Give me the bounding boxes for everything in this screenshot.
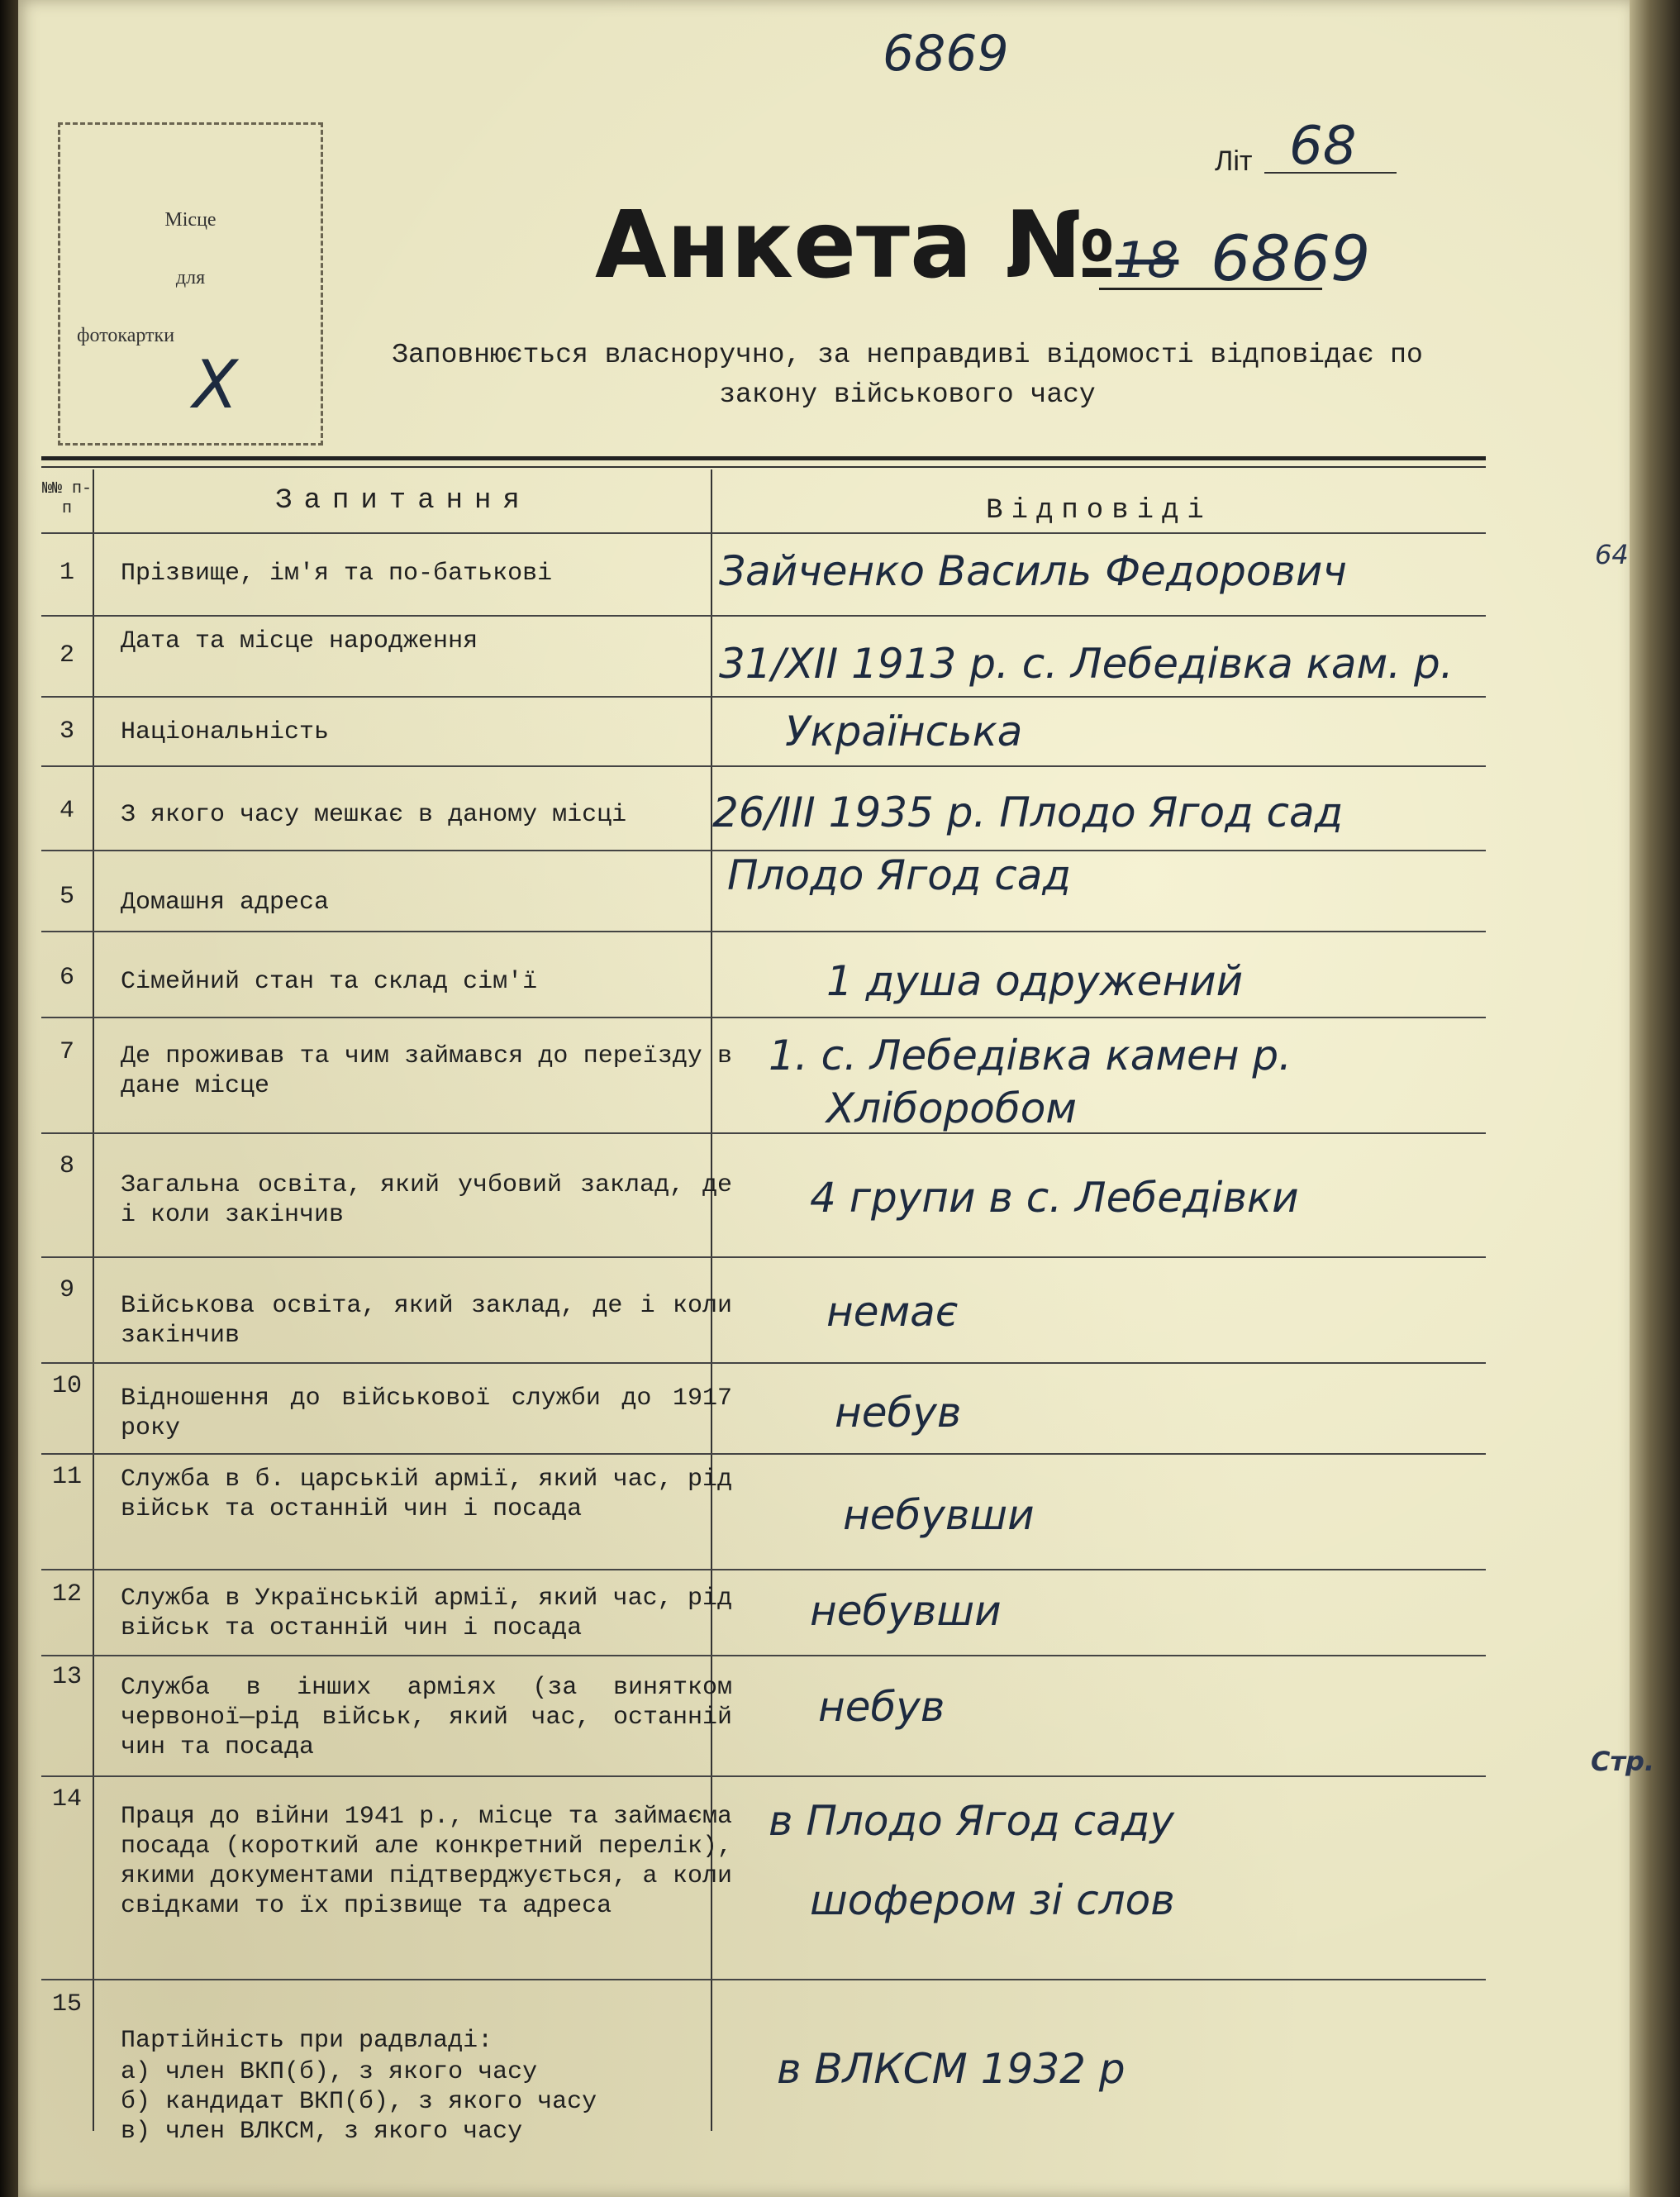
row-number: 10	[51, 1372, 82, 1400]
table-row	[41, 1569, 1486, 1656]
margin-note-bottom: Стр.	[1591, 1746, 1655, 1777]
row-answer: небув	[818, 1683, 945, 1731]
row-question: Загальна освіта, який учбовий заклад, де і коли закінчив	[121, 1171, 732, 1229]
row-answer: 1 душа одружений	[826, 957, 1244, 1005]
margin-note-top: 64	[1595, 539, 1629, 570]
row-answer: 4 групи в с. Лебедівки	[810, 1174, 1299, 1222]
row-question-line3: б) кандидат ВКП(б), з якого часу	[121, 2088, 597, 2116]
row-answer: Плодо Ягод сад	[727, 851, 1071, 899]
row-answer: в ВЛКСМ 1932 р	[777, 2045, 1126, 2093]
table-row	[41, 1256, 1486, 1364]
table-row	[41, 615, 1486, 698]
photo-label-line2: для	[175, 267, 206, 288]
row-number: 7	[59, 1038, 74, 1066]
table-row	[41, 696, 1486, 767]
table-row	[41, 1979, 1486, 2187]
row-number: 11	[51, 1463, 82, 1491]
row-answer: 26/III 1935 р. Плодо Ягод сад	[712, 789, 1344, 836]
row-answer-line2: шофером зі слов	[810, 1876, 1175, 1924]
table-row	[41, 931, 1486, 1018]
row-question: Прізвище, ім'я та по-батькові	[121, 560, 553, 588]
photo-label-line1: Місце	[164, 209, 217, 231]
row-question: Служба в інших арміях (за винятком червоної—рід військ, який час, останній чин та посада	[121, 1674, 732, 1761]
table-top-rule	[41, 456, 1486, 460]
page-edge	[1630, 0, 1680, 2197]
header-answer: Відповіді	[986, 495, 1212, 527]
row-question: Служба в б. царській армії, який час, рід військ та останній чин і посада	[121, 1465, 732, 1523]
row-answer-line2: Хліборобом	[826, 1084, 1078, 1132]
row-question: Де проживав та чим займався до переїзду в дане місце	[121, 1042, 732, 1100]
row-number: 4	[59, 797, 74, 825]
lit-label: Літ	[1215, 145, 1253, 177]
table-row	[41, 1655, 1486, 1777]
row-number: 3	[59, 717, 74, 746]
table-row	[41, 850, 1486, 932]
row-number: 1	[59, 559, 74, 587]
form-instruction: Заповнюється власноручно, за неправдиві відомості відповідає по закону військового часу	[392, 340, 1423, 410]
table-row	[41, 1775, 1486, 1980]
row-number: 2	[59, 641, 74, 670]
header-question: Запитання	[275, 485, 531, 517]
table-row	[41, 1017, 1486, 1134]
row-number: 5	[59, 883, 74, 911]
table-row	[41, 532, 1486, 617]
row-question: Партійність при радвладі:	[121, 2027, 493, 2055]
photo-x-mark: X	[193, 346, 238, 423]
row-question: Національність	[121, 718, 330, 746]
row-question: З якого часу мешкає в даному місці	[121, 801, 627, 829]
row-question: Сімейний стан та склад сім'ї	[121, 968, 538, 996]
row-number: 12	[51, 1580, 82, 1608]
book-binding	[0, 0, 18, 2197]
row-number: 8	[59, 1152, 74, 1180]
table-row	[41, 765, 1486, 851]
photo-placeholder	[58, 122, 323, 446]
row-answer: Зайченко Василь Федорович	[719, 547, 1347, 595]
crossed-out-number: 18	[1116, 231, 1179, 289]
row-number: 6	[59, 964, 74, 992]
row-answer: небув	[835, 1389, 962, 1437]
form-number: 6869	[1211, 222, 1371, 295]
form-title: Анкета №	[595, 192, 1116, 299]
row-question: Військова освіта, який заклад, де і коли закінчив	[121, 1292, 732, 1350]
row-question: Дата та місце народження	[121, 627, 478, 655]
table-row	[41, 1453, 1486, 1570]
row-question: Домашня адреса	[121, 889, 330, 917]
table-top-rule-thin	[41, 466, 1486, 468]
table-row	[41, 1132, 1486, 1258]
lit-value: 68	[1289, 116, 1357, 177]
row-answer: небувши	[843, 1491, 1035, 1539]
row-question: Праця до війни 1941 р., місце та займаєма посада (короткий але конкретний перелік), якими документами підтверджується, а коли свідками то їх прізвище та адреса	[121, 1803, 732, 1920]
row-number: 13	[51, 1663, 82, 1691]
row-answer: в Плодо Ягод саду	[769, 1797, 1174, 1845]
row-question-line2: а) член ВКП(б), з якого часу	[121, 2058, 538, 2086]
row-question: Відношення до військової служби до 1917 року	[121, 1384, 732, 1442]
table-row	[41, 1362, 1486, 1455]
row-number: 9	[59, 1276, 74, 1304]
row-answer: 1. с. Лебедівка камен р.	[769, 1032, 1292, 1079]
row-answer: небувши	[810, 1587, 1002, 1635]
row-answer: 31/XII 1913 р. с. Лебедівка кам. р.	[719, 640, 1454, 688]
row-answer: немає	[826, 1288, 959, 1336]
row-number: 14	[51, 1785, 82, 1813]
row-question: Служба в Українській армії, який час, рід військ та останній чин і посада	[121, 1585, 732, 1642]
row-question-line4: в) член ВЛКСМ, з якого часу	[121, 2118, 523, 2146]
row-number: 15	[51, 1990, 82, 2018]
archive-number: 6869	[883, 25, 1009, 83]
header-number: №№ п-п	[41, 479, 92, 518]
photo-label-line3: фотокартки	[77, 325, 175, 346]
row-answer: Українська	[785, 708, 1023, 755]
